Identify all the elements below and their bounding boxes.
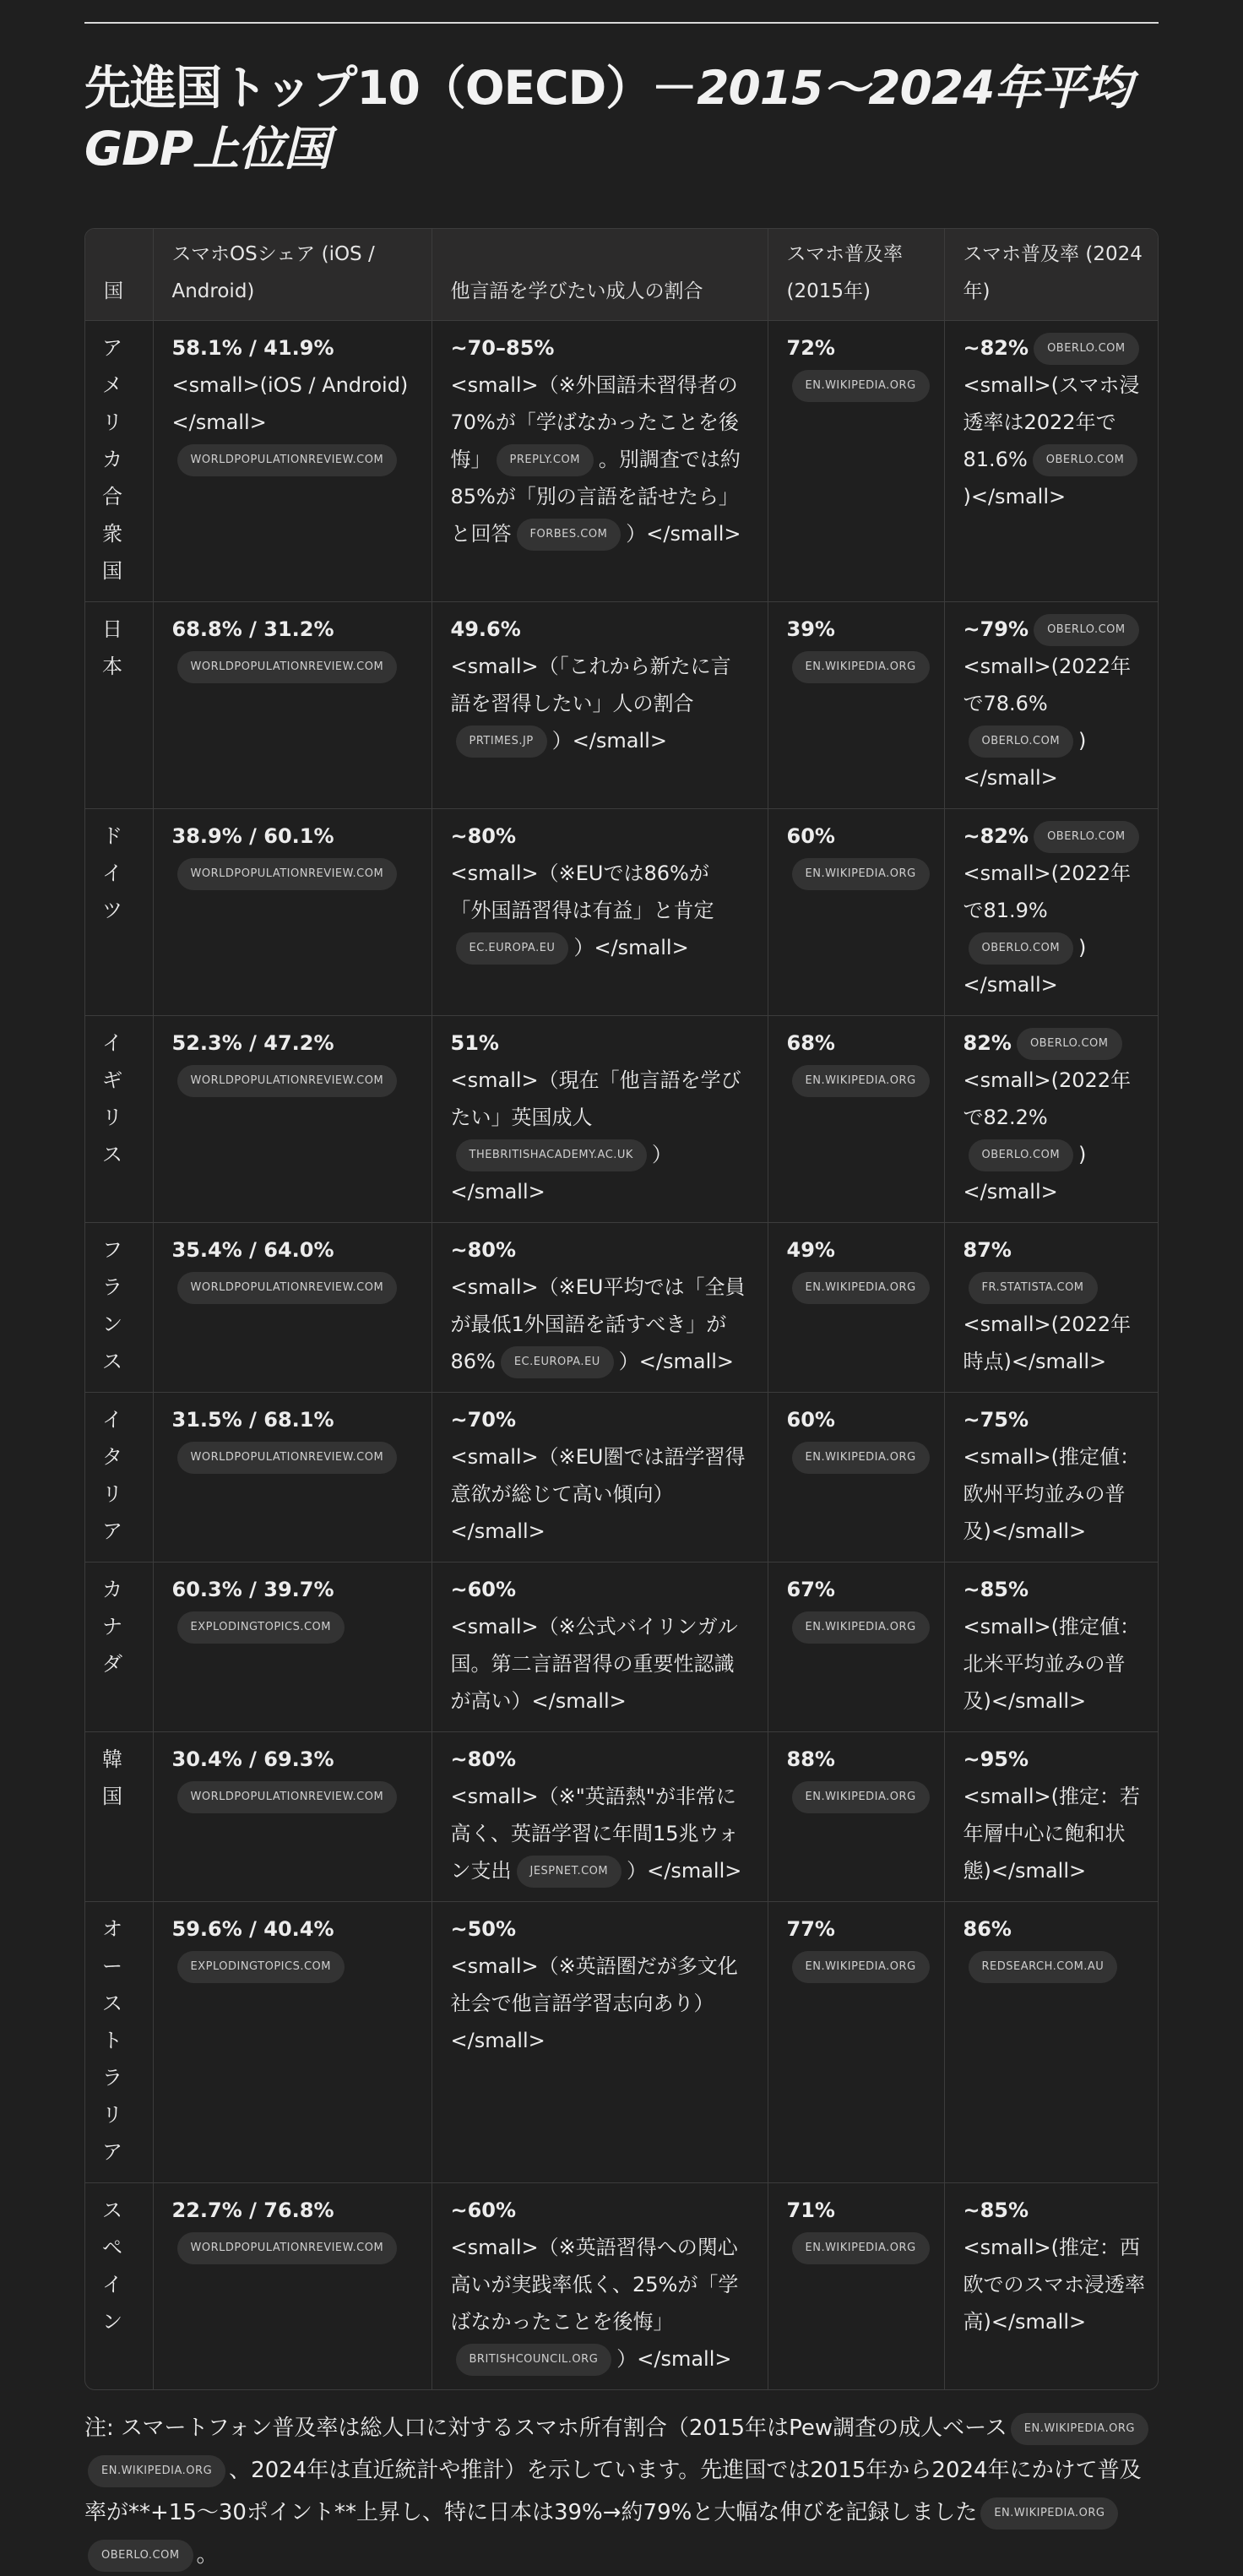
country-name: オーストラリア — [102, 1917, 122, 2164]
source-link[interactable]: EN.WIKIPEDIA.ORG — [792, 2232, 930, 2264]
os-share-value: 68.8% / 31.2% — [171, 617, 334, 641]
os-share-value: 58.1% / 41.9% — [171, 336, 334, 360]
os-share-cell — [153, 1016, 432, 1223]
source-link[interactable]: EC.EUROPA.EU — [456, 932, 569, 965]
header-country: 国 — [85, 229, 153, 321]
footnote-text-1: 注: スマートフォン普及率は総人口に対するスマホ所有割合（2015年はPew調査の成人ベース — [84, 2416, 1007, 2441]
table-row — [85, 1016, 1159, 1223]
language-desire-cell — [432, 1732, 768, 1902]
table-row — [85, 809, 1159, 1016]
language-desire-cell — [432, 1562, 768, 1732]
header-os-share: スマホOSシェア (iOS / Android) — [153, 229, 432, 321]
top-divider — [84, 22, 1159, 24]
language-desire-note: ）</small> — [450, 1143, 672, 1204]
language-desire-value: ~60% — [450, 2198, 517, 2222]
language-desire-note: <small>（※公式バイリンガル国。第二言語習得の重要性認識が高い）</small> — [450, 1615, 738, 1713]
penetration-2024-cell — [944, 602, 1159, 809]
data-table-container — [84, 228, 1159, 2390]
language-desire-note: ）</small> — [551, 729, 667, 753]
language-desire-value: 49.6% — [450, 617, 521, 641]
source-link[interactable]: EN.WIKIPEDIA.ORG — [792, 1065, 930, 1097]
source-link[interactable]: FR.STATISTA.COM — [969, 1272, 1098, 1304]
source-link[interactable]: EN.WIKIPEDIA.ORG — [792, 1442, 930, 1474]
penetration-2024-note: <small>(推定：西欧でのスマホ浸透率高)</small> — [963, 2236, 1146, 2334]
language-desire-note: ）</small> — [616, 2347, 732, 2371]
penetration-2015-cell — [768, 1562, 944, 1732]
language-desire-cell — [432, 1016, 768, 1223]
language-desire-value: ~50% — [450, 1917, 517, 1941]
source-link[interactable]: EN.WIKIPEDIA.ORG — [1011, 2413, 1148, 2445]
language-desire-cell — [432, 1902, 768, 2183]
penetration-2015-value: 72% — [786, 336, 835, 360]
penetration-2024-cell — [944, 1732, 1159, 1902]
penetration-2015-cell — [768, 1016, 944, 1223]
penetration-2024-value: ~75% — [963, 1408, 1029, 1432]
penetration-2015-cell — [768, 1732, 944, 1902]
language-desire-note: <small>（※"英語熱"が非常に高く、英語学習に年間15兆ウォン支出 — [450, 1785, 739, 1883]
source-link[interactable]: EN.WIKIPEDIA.ORG — [792, 1951, 930, 1983]
data-table — [85, 229, 1159, 2389]
os-share-value: 52.3% / 47.2% — [171, 1031, 334, 1055]
source-link[interactable]: OBERLO.COM — [969, 1139, 1074, 1171]
os-share-value: 30.4% / 69.3% — [171, 1747, 334, 1771]
source-link[interactable]: EXPLODINGTOPICS.COM — [177, 1611, 345, 1644]
footnote-text-2: 、2024年は直近統計や推計）を示しています。先進国では2015年から2024年にかけて普及率が**+15〜30ポイント**上昇し、特に日本は39%→約79%と大幅な伸びを記録しました — [84, 2458, 1142, 2525]
language-desire-cell — [432, 602, 768, 809]
country-name: スペイン — [102, 2198, 122, 2334]
header-language-desire: 他言語を学びたい成人の割合 — [432, 229, 768, 321]
language-desire-note: <small>（※英語圏だが多文化社会で他言語学習志向あり）</small> — [450, 1954, 738, 2052]
language-desire-value: 51% — [450, 1031, 499, 1055]
os-share-value: 60.3% / 39.7% — [171, 1578, 334, 1601]
source-link[interactable]: EN.WIKIPEDIA.ORG — [792, 651, 930, 683]
language-desire-value: ~70–85% — [450, 336, 555, 360]
country-name: 日本 — [102, 617, 122, 678]
penetration-2015-value: 88% — [786, 1747, 835, 1771]
os-share-value: 59.6% / 40.4% — [171, 1917, 334, 1941]
source-link[interactable]: WORLDPOPULATIONREVIEW.COM — [177, 651, 398, 683]
penetration-2024-value: ~85% — [963, 1578, 1029, 1601]
language-desire-note: <small>（※EU圏では語学習得意欲が総じて高い傾向）</small> — [450, 1445, 746, 1543]
footnote-text-3: 。 — [196, 2542, 219, 2568]
page — [0, 22, 1243, 2576]
penetration-2024-cell — [944, 1902, 1159, 2183]
country-name: ドイツ — [102, 824, 122, 922]
os-share-cell — [153, 602, 432, 809]
os-share-cell — [153, 1223, 432, 1393]
country-name: フランス — [102, 1238, 122, 1373]
country-cell — [85, 321, 153, 602]
language-desire-value: ~60% — [450, 1578, 517, 1601]
source-link[interactable]: EN.WIKIPEDIA.ORG — [792, 1781, 930, 1813]
os-share-cell — [153, 1562, 432, 1732]
page-title — [84, 57, 1159, 179]
source-link[interactable]: EN.WIKIPEDIA.ORG — [88, 2455, 225, 2487]
os-share-cell — [153, 1902, 432, 2183]
language-desire-cell — [432, 809, 768, 1016]
source-link[interactable]: EN.WIKIPEDIA.ORG — [792, 858, 930, 890]
penetration-2015-value: 39% — [786, 617, 835, 641]
language-desire-note: <small>（※英語習得への関心高いが実践率低く、25%が「学ばなかったことを後悔」 — [450, 2236, 739, 2334]
country-cell — [85, 1562, 153, 1732]
source-link[interactable]: OBERLO.COM — [88, 2540, 193, 2572]
language-desire-note: 。別調査では約85%が「別の言語を話せたら」と回答 — [450, 448, 741, 546]
penetration-2024-note: <small>(2022年で81.9% — [963, 861, 1132, 922]
source-link[interactable]: EN.WIKIPEDIA.ORG — [980, 2497, 1118, 2530]
language-desire-value: ~80% — [450, 824, 517, 848]
language-desire-value: ~80% — [450, 1747, 517, 1771]
penetration-2015-value: 60% — [786, 1408, 835, 1432]
os-share-cell — [153, 1732, 432, 1902]
table-row — [85, 2183, 1159, 2390]
penetration-2024-cell — [944, 2183, 1159, 2390]
source-link[interactable]: EN.WIKIPEDIA.ORG — [792, 1611, 930, 1644]
country-name: イタリア — [102, 1408, 122, 1543]
penetration-2015-cell — [768, 1223, 944, 1393]
language-desire-note: ）</small> — [627, 1859, 742, 1883]
title-italic: 2015〜2024年平均GDP上位国 — [84, 61, 1132, 176]
source-link[interactable]: JESPNET.COM — [517, 1856, 622, 1888]
source-link[interactable]: THEBRITISHACADEMY.AC.UK — [456, 1139, 647, 1171]
penetration-2024-value: ~82% — [963, 824, 1029, 848]
penetration-2024-note: )</small> — [963, 936, 1087, 997]
country-cell — [85, 1902, 153, 2183]
source-link[interactable]: WORLDPOPULATIONREVIEW.COM — [177, 1272, 398, 1304]
country-name: 韓国 — [102, 1747, 122, 1808]
os-share-cell — [153, 809, 432, 1016]
penetration-2024-note: <small>(推定：若年層中心に飽和状態)</small> — [963, 1785, 1141, 1883]
table-row — [85, 1732, 1159, 1902]
language-desire-note: ）</small> — [573, 936, 689, 959]
footnote — [84, 2407, 1159, 2576]
os-share-value: 22.7% / 76.8% — [171, 2198, 334, 2222]
language-desire-note: <small>（※EU平均では「全員が最低1外国語を話すべき」が86% — [450, 1275, 746, 1373]
source-link[interactable]: OBERLO.COM — [1034, 333, 1139, 365]
country-name: カナダ — [102, 1578, 122, 1676]
country-cell — [85, 602, 153, 809]
table-row — [85, 602, 1159, 809]
country-cell — [85, 1016, 153, 1223]
table-header-row — [85, 229, 1159, 321]
penetration-2024-note: )</small> — [963, 1143, 1087, 1204]
os-share-value: 38.9% / 60.1% — [171, 824, 334, 848]
source-link[interactable]: OBERLO.COM — [1034, 821, 1139, 853]
penetration-2015-value: 60% — [786, 824, 835, 848]
penetration-2015-value: 68% — [786, 1031, 835, 1055]
penetration-2024-value: 82% — [963, 1031, 1012, 1055]
penetration-2024-note: )</small> — [963, 729, 1087, 790]
penetration-2024-note: <small>(推定値：北米平均並みの普及)</small> — [963, 1615, 1141, 1713]
source-link[interactable]: WORLDPOPULATIONREVIEW.COM — [177, 858, 398, 890]
os-share-note: <small>(iOS / Android)</small> — [171, 373, 409, 434]
source-link[interactable]: WORLDPOPULATIONREVIEW.COM — [177, 1442, 398, 1474]
penetration-2024-note: <small>(2022年で78.6% — [963, 655, 1132, 715]
penetration-2015-value: 49% — [786, 1238, 835, 1262]
penetration-2024-value: ~95% — [963, 1747, 1029, 1771]
source-link[interactable]: REDSEARCH.COM.AU — [969, 1951, 1118, 1983]
source-link[interactable]: PREPLY.COM — [497, 444, 594, 476]
country-name: アメリカ合衆国 — [102, 336, 122, 583]
language-desire-cell — [432, 1393, 768, 1562]
country-cell — [85, 1223, 153, 1393]
source-link[interactable]: OBERLO.COM — [1033, 444, 1138, 476]
penetration-2024-cell — [944, 1016, 1159, 1223]
penetration-2015-cell — [768, 2183, 944, 2390]
source-link[interactable]: OBERLO.COM — [1017, 1028, 1122, 1060]
penetration-2024-cell — [944, 1223, 1159, 1393]
penetration-2024-value: 86% — [963, 1917, 1012, 1941]
os-share-cell — [153, 2183, 432, 2390]
penetration-2015-cell — [768, 602, 944, 809]
table-row — [85, 1223, 1159, 1393]
language-desire-cell — [432, 2183, 768, 2390]
language-desire-note: <small>（※外国語未習得者の70%が「学ばなかったことを後悔」 — [450, 373, 739, 471]
country-cell — [85, 809, 153, 1016]
penetration-2024-note: <small>(推定値：欧州平均並みの普及)</small> — [963, 1445, 1141, 1543]
language-desire-value: ~70% — [450, 1408, 517, 1432]
penetration-2024-note: <small>(2022年時点)</small> — [963, 1312, 1132, 1373]
source-link[interactable]: FORBES.COM — [517, 519, 622, 551]
source-link[interactable]: OBERLO.COM — [969, 932, 1074, 965]
penetration-2024-note: <small>(スマホ浸透率は2022年で81.6% — [963, 373, 1140, 471]
os-share-cell — [153, 321, 432, 602]
os-share-value: 31.5% / 68.1% — [171, 1408, 334, 1432]
source-link[interactable]: WORLDPOPULATIONREVIEW.COM — [177, 444, 398, 476]
table-row — [85, 1902, 1159, 2183]
source-link[interactable]: PRTIMES.JP — [456, 726, 547, 758]
os-share-cell — [153, 1393, 432, 1562]
country-cell — [85, 1732, 153, 1902]
penetration-2015-value: 67% — [786, 1578, 835, 1601]
penetration-2024-cell — [944, 1562, 1159, 1732]
penetration-2024-cell — [944, 809, 1159, 1016]
country-name: イギリス — [102, 1031, 122, 1166]
penetration-2015-cell — [768, 1902, 944, 2183]
penetration-2024-value: ~79% — [963, 617, 1029, 641]
language-desire-value: ~80% — [450, 1238, 517, 1262]
language-desire-note: ）</small> — [626, 522, 741, 546]
penetration-2024-note: <small>(2022年で82.2% — [963, 1068, 1132, 1129]
header-penetration-2024: スマホ普及率 (2024年) — [944, 229, 1159, 321]
penetration-2015-cell — [768, 809, 944, 1016]
table-row — [85, 1393, 1159, 1562]
country-cell — [85, 1393, 153, 1562]
header-penetration-2015: スマホ普及率 (2015年) — [768, 229, 944, 321]
language-desire-note: <small>（現在「他言語を学びたい」英国成人 — [450, 1068, 741, 1129]
penetration-2015-cell — [768, 321, 944, 602]
source-link[interactable]: OBERLO.COM — [969, 726, 1074, 758]
os-share-value: 35.4% / 64.0% — [171, 1238, 334, 1262]
source-link[interactable]: WORLDPOPULATIONREVIEW.COM — [177, 1065, 398, 1097]
country-cell — [85, 2183, 153, 2390]
source-link[interactable]: EN.WIKIPEDIA.ORG — [792, 370, 930, 402]
source-link[interactable]: WORLDPOPULATIONREVIEW.COM — [177, 2232, 398, 2264]
source-link[interactable]: OBERLO.COM — [1034, 614, 1139, 646]
language-desire-cell — [432, 1223, 768, 1393]
penetration-2024-cell — [944, 1393, 1159, 1562]
penetration-2015-value: 71% — [786, 2198, 835, 2222]
source-link[interactable]: EN.WIKIPEDIA.ORG — [792, 1272, 930, 1304]
language-desire-note: ）</small> — [618, 1350, 735, 1373]
table-row — [85, 321, 1159, 602]
language-desire-note: <small>（「これから新たに言語を習得したい」人の割合 — [450, 655, 731, 715]
penetration-2024-value: ~85% — [963, 2198, 1029, 2222]
source-link[interactable]: EXPLODINGTOPICS.COM — [177, 1951, 345, 1983]
penetration-2024-value: ~82% — [963, 336, 1029, 360]
penetration-2024-note: )</small> — [963, 485, 1067, 508]
language-desire-cell — [432, 321, 768, 602]
table-row — [85, 1562, 1159, 1732]
source-link[interactable]: WORLDPOPULATIONREVIEW.COM — [177, 1781, 398, 1813]
penetration-2015-value: 77% — [786, 1917, 835, 1941]
penetration-2015-cell — [768, 1393, 944, 1562]
penetration-2024-value: 87% — [963, 1238, 1012, 1262]
title-prefix: 先進国トップ10（OECD）－ — [84, 61, 697, 115]
language-desire-note: <small>（※EUでは86%が「外国語習得は有益」と肯定 — [450, 861, 714, 922]
penetration-2024-cell — [944, 321, 1159, 602]
source-link[interactable]: EC.EUROPA.EU — [501, 1346, 614, 1378]
source-link[interactable]: BRITISHCOUNCIL.ORG — [456, 2344, 612, 2376]
